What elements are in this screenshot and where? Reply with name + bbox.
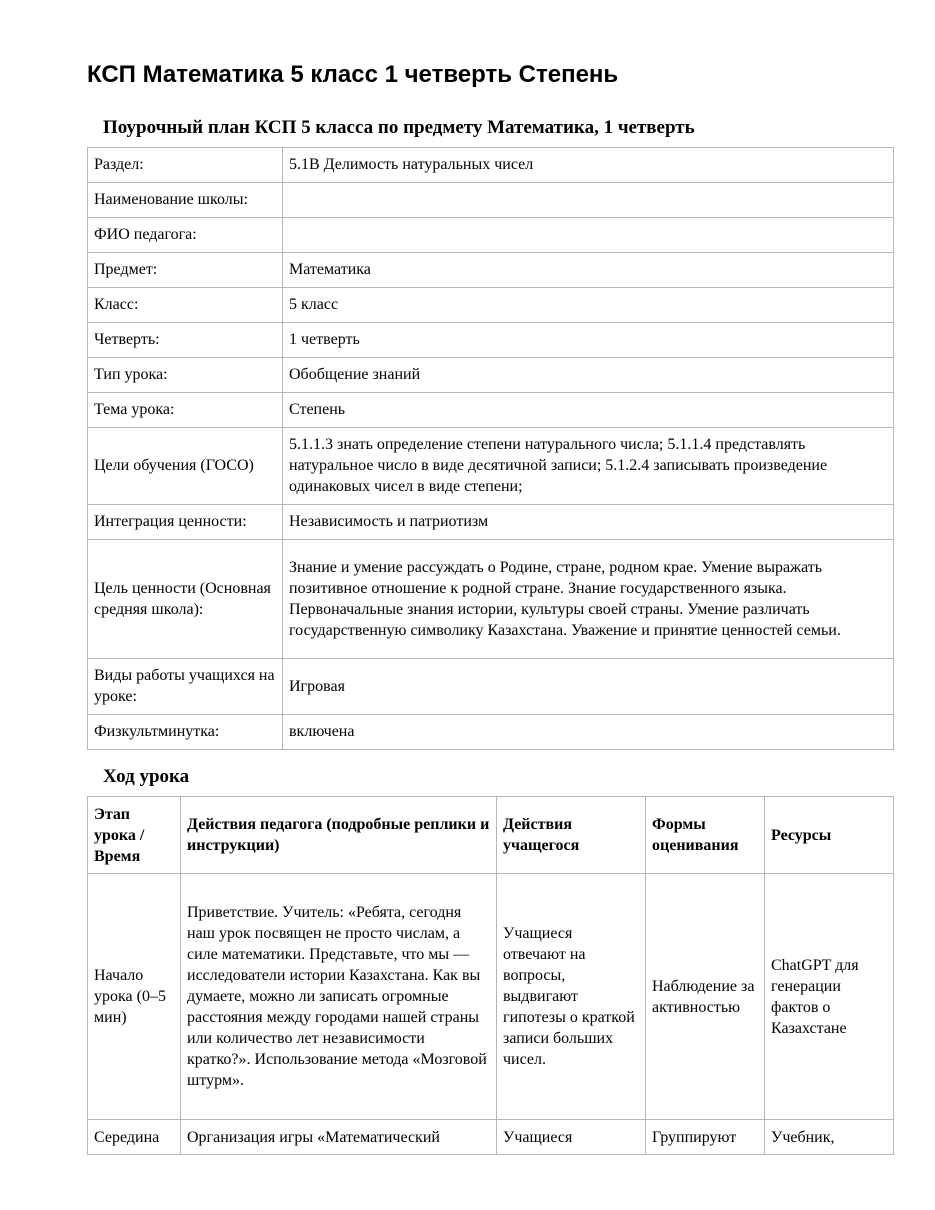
stage-cell: Начало урока (0–5 мин) [88, 874, 181, 1120]
table-row [88, 218, 894, 253]
row-value [283, 183, 894, 218]
row-label: Наименование школы: [88, 183, 283, 218]
assessment-cell: Группируют [646, 1120, 765, 1155]
table-row [88, 1120, 894, 1155]
row-value: Математика [283, 253, 894, 288]
table-row [88, 148, 894, 183]
lesson-plan-table [87, 147, 894, 750]
row-value: Степень [283, 393, 894, 428]
row-value: 5 класс [283, 288, 894, 323]
table-row [88, 659, 894, 715]
document-title: КСП Математика 5 класс 1 четверть Степень [87, 61, 619, 88]
row-label: Предмет: [88, 253, 283, 288]
table-row [88, 393, 894, 428]
row-value: Игровая [283, 659, 894, 715]
table-row [88, 505, 894, 540]
table-row [88, 253, 894, 288]
row-value: Обобщение знаний [283, 358, 894, 393]
column-header-student-actions: Действия учащегося [497, 797, 646, 874]
row-value: 5.1В Делимость натуральных чисел [283, 148, 894, 183]
row-label: Виды работы учащихся на уроке: [88, 659, 283, 715]
row-label: Тема урока: [88, 393, 283, 428]
row-value: Независимость и патриотизм [283, 505, 894, 540]
table-row [88, 540, 894, 659]
row-label: Физкультминутка: [88, 715, 283, 750]
table-row [88, 428, 894, 505]
row-label: Цель ценности (Основная средняя школа): [88, 540, 283, 659]
table-row [88, 358, 894, 393]
table-row [88, 288, 894, 323]
column-header-assessment: Формы оценивания [646, 797, 765, 874]
table-row [88, 715, 894, 750]
row-label: Раздел: [88, 148, 283, 183]
plan-heading: Поурочный план КСП 5 класса по предмету Математика, 1 четверть [103, 117, 695, 138]
resources-cell: ChatGPT для генерации фактов о Казахстане [765, 874, 894, 1120]
table-row [88, 183, 894, 218]
row-label: Тип урока: [88, 358, 283, 393]
row-label: ФИО педагога: [88, 218, 283, 253]
teacher-actions-cell: Приветствие. Учитель: «Ребята, сегодня наш урок посвящен не просто числам, а силе математики. Представьте, что мы — исследователи истории Казахстана. Как вы думаете, можно ли записать огромные расстояния между городами нашей страны или количество лет независимости кратко?». Использование метода «Мозговой штурм». [181, 874, 497, 1120]
table-row [88, 874, 894, 1120]
row-label: Цели обучения (ГОСО) [88, 428, 283, 505]
row-value: 5.1.1.3 знать определение степени натурального числа; 5.1.1.4 представлять натуральное число в виде десятичной записи; 5.1.2.4 записывать произведение одинаковых чисел в виде степени; [283, 428, 894, 505]
table-header-row [88, 797, 894, 874]
column-header-teacher-actions: Действия педагога (подробные реплики и инструкции) [181, 797, 497, 874]
column-header-resources: Ресурсы [765, 797, 894, 874]
column-header-stage: Этап урока / Время [88, 797, 181, 874]
student-actions-cell: Учащиеся отвечают на вопросы, выдвигают гипотезы о краткой записи больших чисел. [497, 874, 646, 1120]
lesson-progress-heading: Ход урока [103, 766, 190, 787]
row-value: Знание и умение рассуждать о Родине, стране, родном крае. Умение выражать позитивное отношение к родной стране. Знание государственного языка. Первоначальные знания истории, культуры своей страны. Умение различать государственную символику Казахстана. Уважение и принятие ценностей семьи. [283, 540, 894, 659]
row-label: Четверть: [88, 323, 283, 358]
teacher-actions-cell: Организация игры «Математический [181, 1120, 497, 1155]
resources-cell: Учебник, [765, 1120, 894, 1155]
row-value [283, 218, 894, 253]
student-actions-cell: Учащиеся [497, 1120, 646, 1155]
row-value: 1 четверть [283, 323, 894, 358]
assessment-cell: Наблюдение за активностью [646, 874, 765, 1120]
row-label: Интеграция ценности: [88, 505, 283, 540]
row-label: Класс: [88, 288, 283, 323]
stage-cell: Середина [88, 1120, 181, 1155]
table-row [88, 323, 894, 358]
lesson-progress-table [87, 796, 894, 1155]
row-value: включена [283, 715, 894, 750]
